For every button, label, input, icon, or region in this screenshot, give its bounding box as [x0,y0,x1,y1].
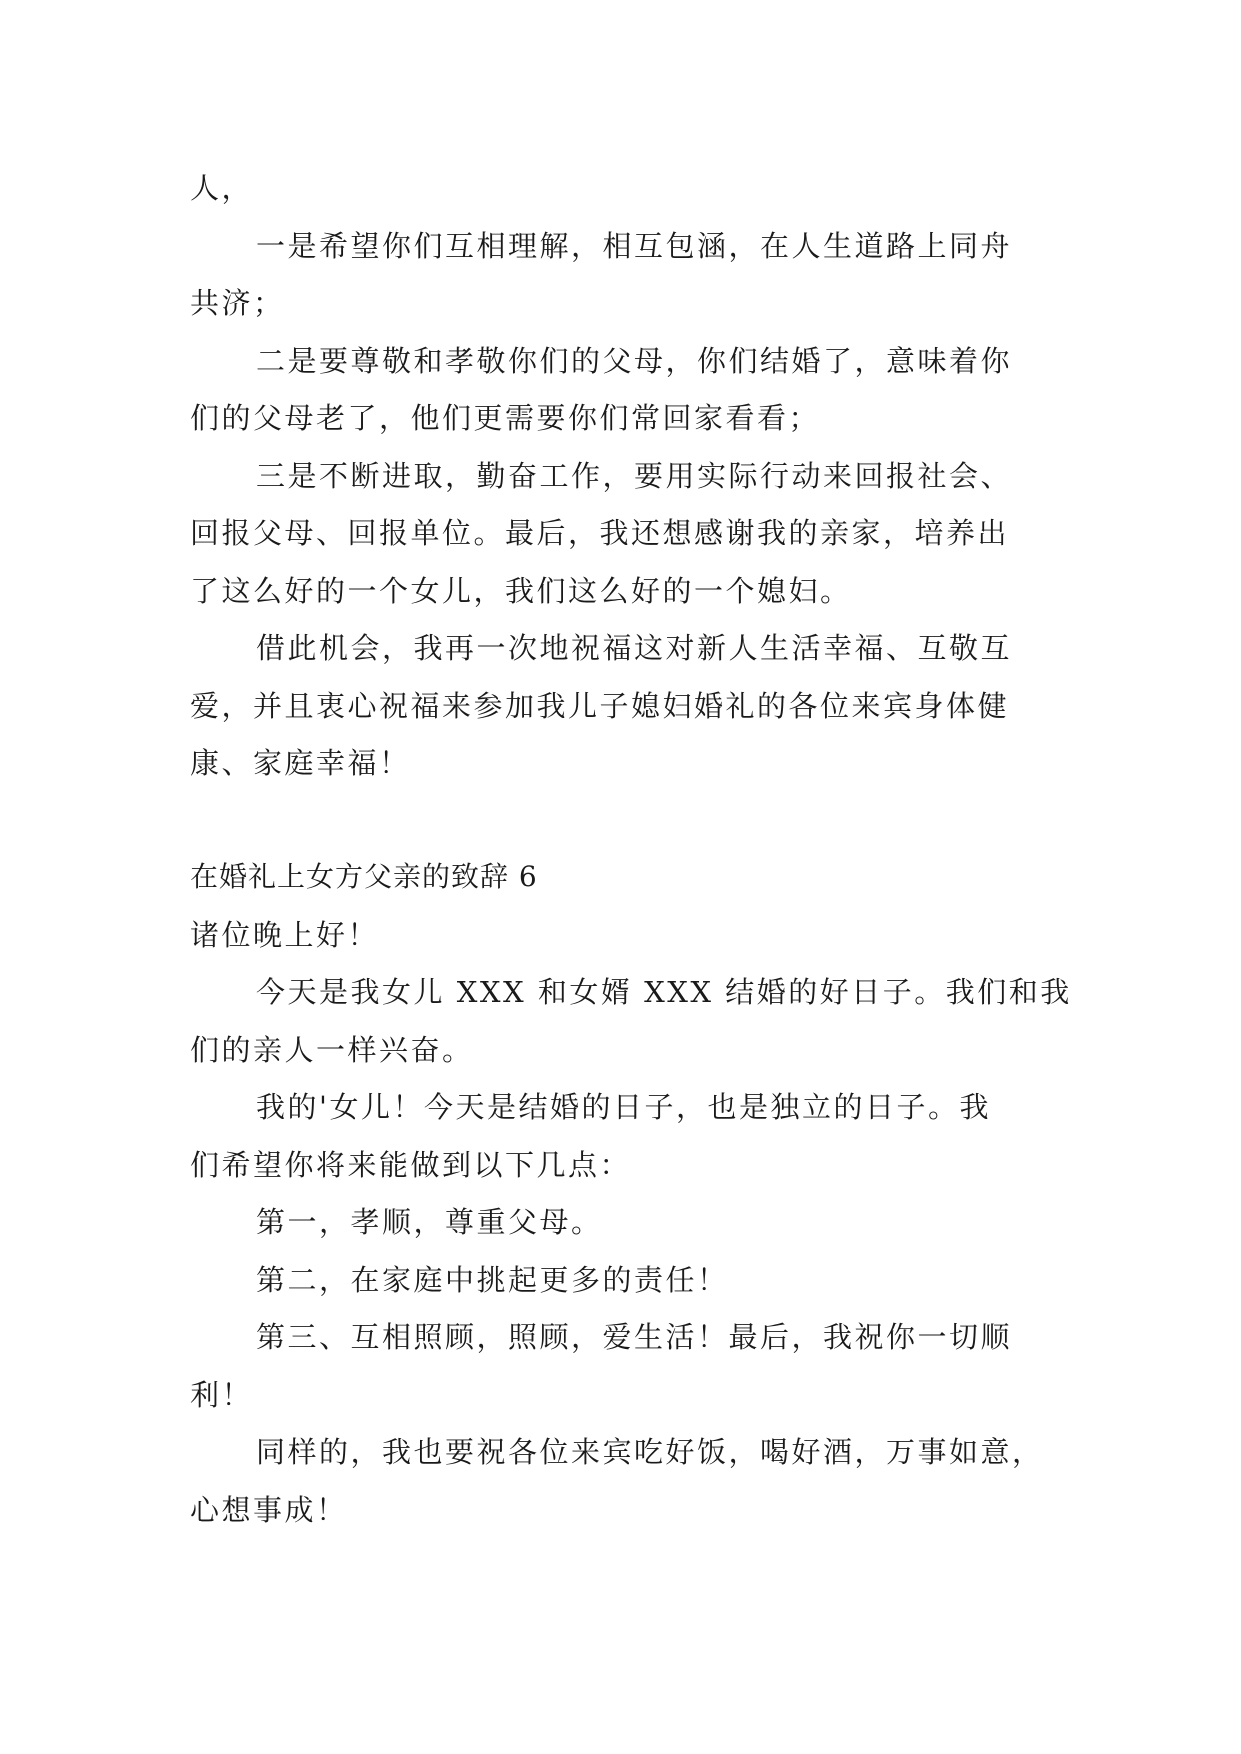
text-line: 一是希望你们互相理解，相互包涵，在人生道路上同舟 [256,229,1013,263]
text-line: 借此机会，我再一次地祝福这对新人生活幸福、互敬互 [256,631,1013,665]
text-line: 第一，孝顺，尊重父母。 [256,1205,603,1239]
text-line: 共济； [190,286,285,320]
text-line: 回报父母、回报单位。最后，我还想感谢我的亲家，培养出 [190,516,1010,550]
text-line: 们希望你将来能做到以下几点： [190,1148,632,1182]
text-line: 利！ [190,1378,254,1412]
text-line: 了这么好的一个女儿，我们这么好的一个媳妇。 [190,574,852,608]
text-line: 同样的，我也要祝各位来宾吃好饭，喝好酒，万事如意， [256,1435,1044,1469]
text-line: 我的'女儿！今天是结婚的日子，也是独立的日子。我 [256,1090,991,1124]
text-line: 三是不断进取，勤奋工作，要用实际行动来回报社会、 [256,459,1013,493]
text-line: 们的亲人一样兴奋。 [190,1033,474,1067]
text-line: 人， [190,171,254,205]
text-line: 二是要尊敬和孝敬你们的父母，你们结婚了，意味着你 [256,344,1013,378]
text-line: 们的父母老了，他们更需要你们常回家看看； [190,401,821,435]
text-line: 第二，在家庭中挑起更多的责任！ [256,1263,729,1297]
text-line: 今天是我女儿 XXX 和女婿 XXX 结婚的好日子。我们和我 [256,975,1072,1009]
text-line: 心想事成！ [190,1493,348,1527]
text-line: 康、家庭幸福！ [190,746,411,780]
section-heading: 在婚礼上女方父亲的致辞 6 [190,860,538,893]
text-line: 爱，并且衷心祝福来参加我儿子媳妇婚礼的各位来宾身体健 [190,689,1010,723]
text-line: 第三、互相照顾，照顾，爱生活！最后，我祝你一切顺 [256,1320,1013,1354]
text-line: 诸位晚上好！ [190,918,380,952]
